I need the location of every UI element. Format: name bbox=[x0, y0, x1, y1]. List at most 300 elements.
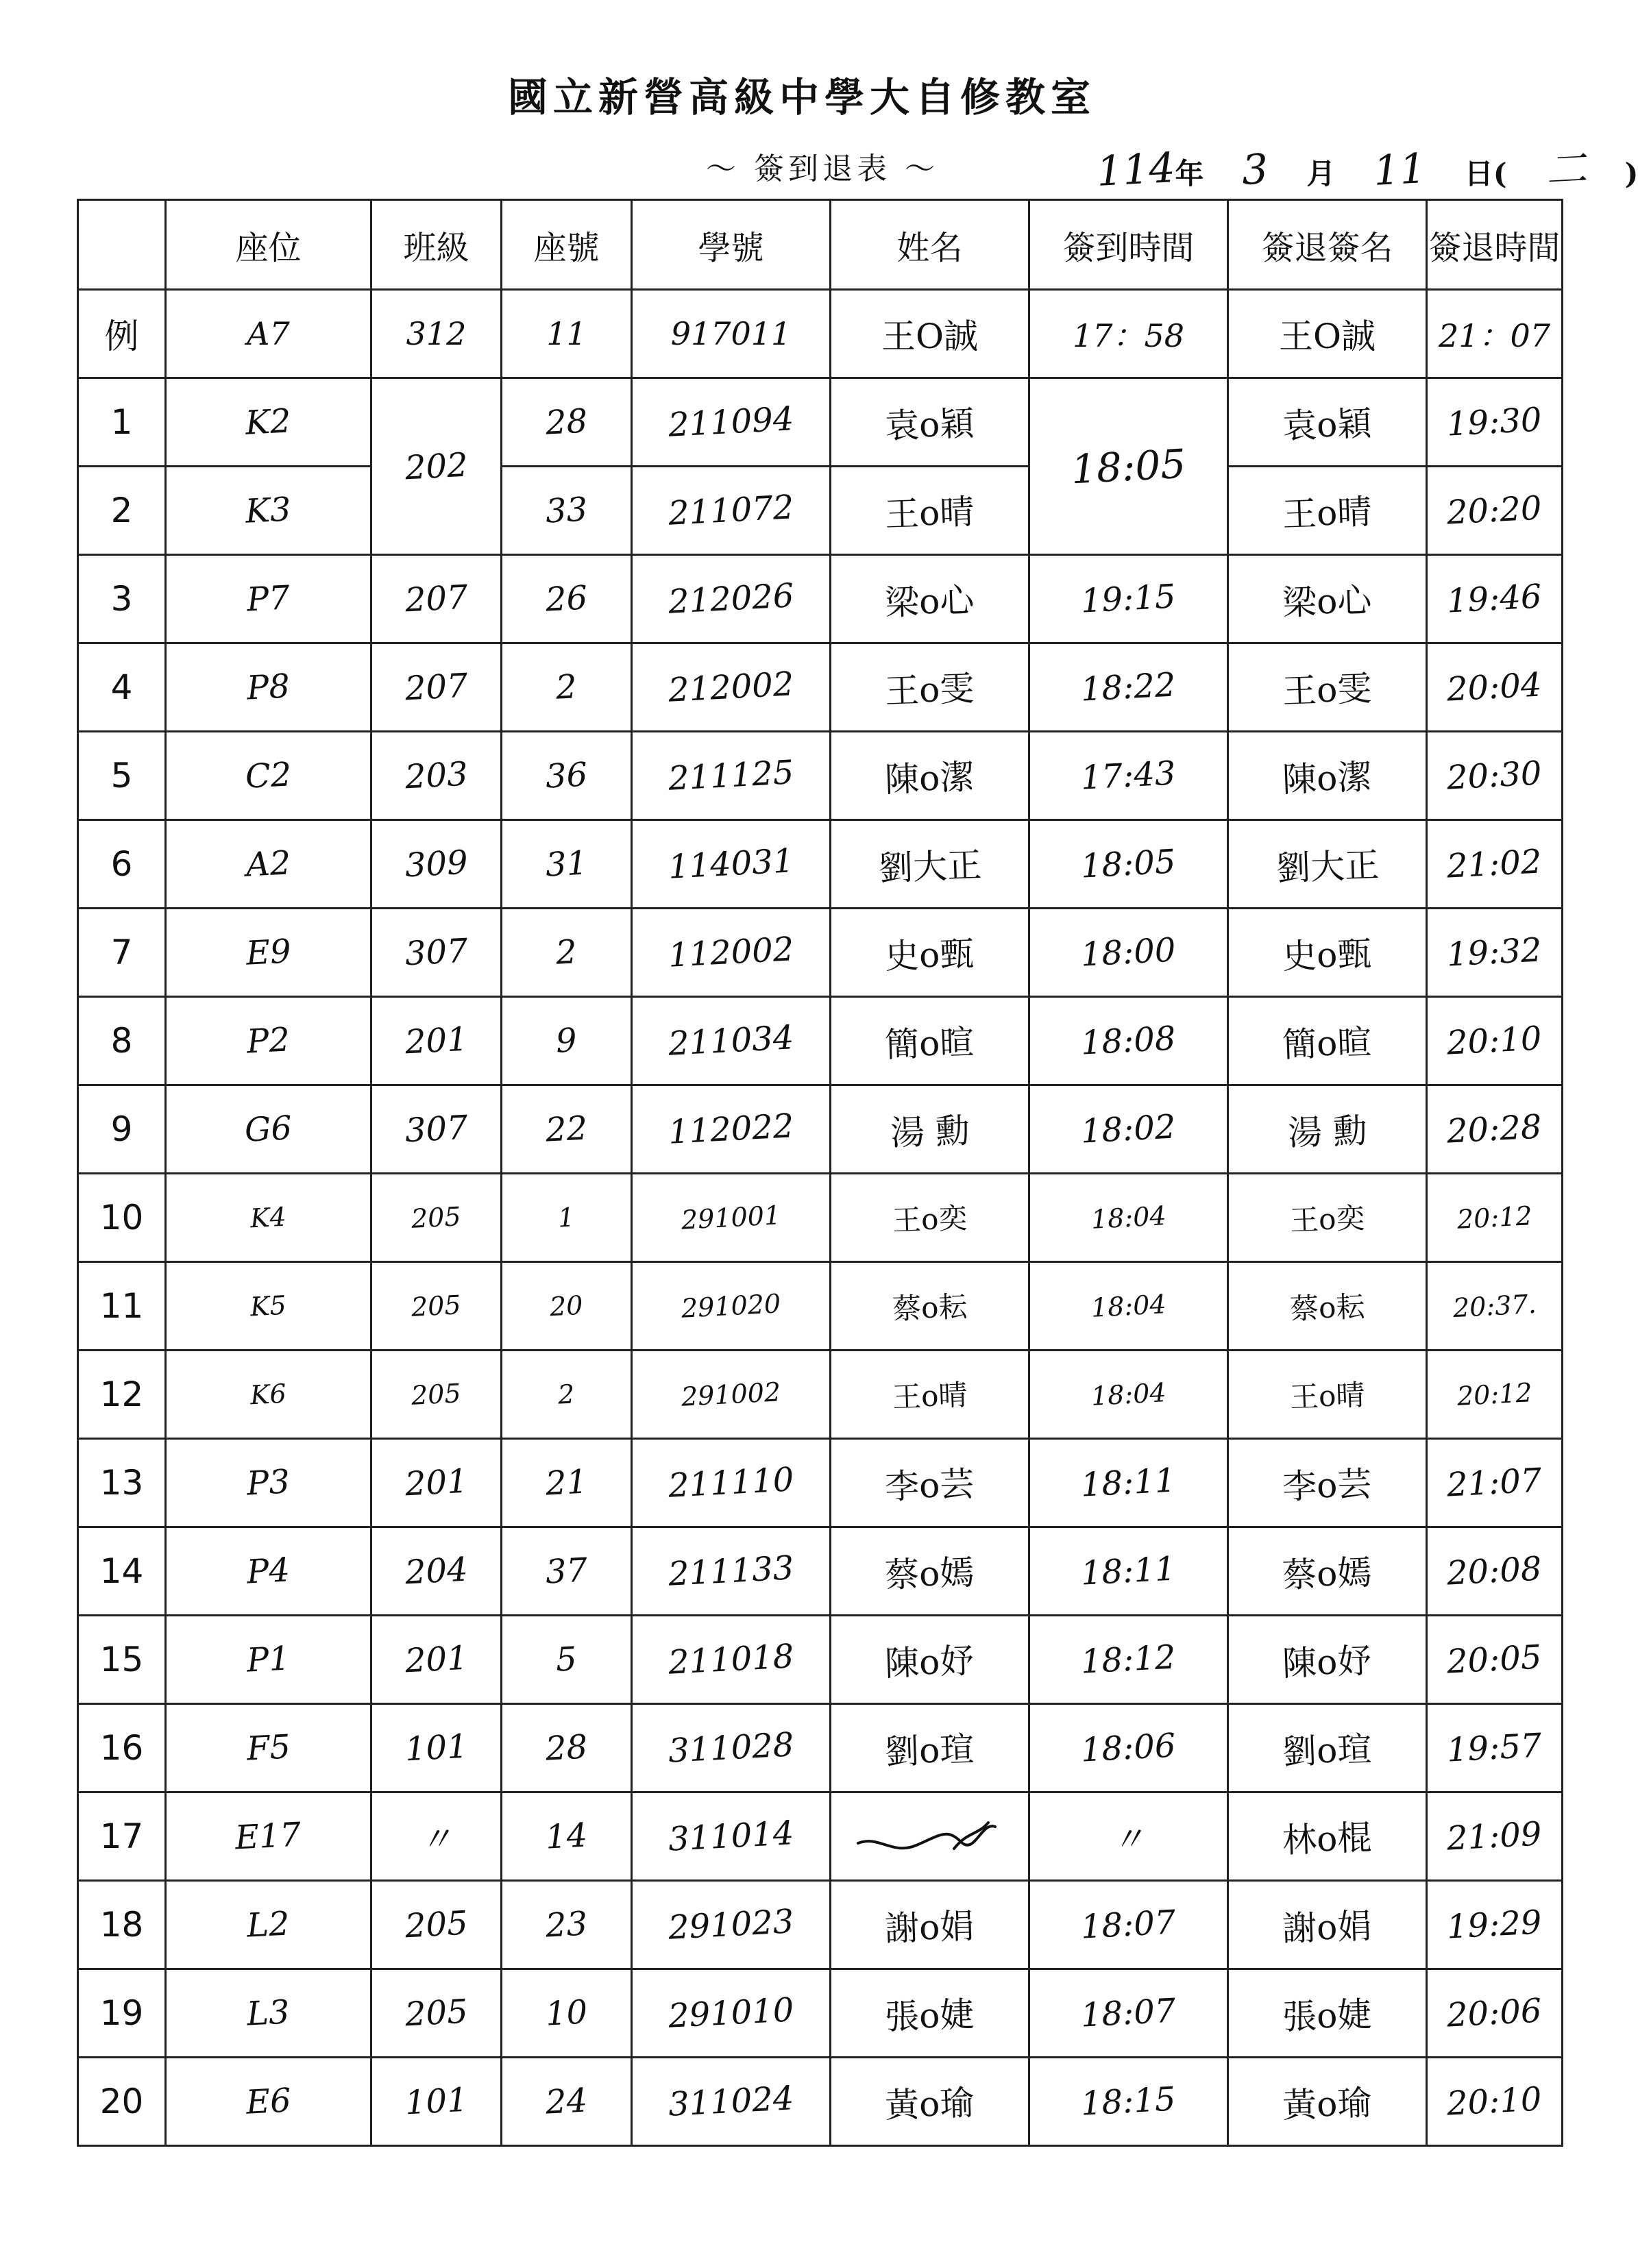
sign-out-time-cell bbox=[1427, 1439, 1563, 1527]
sign-out-signature-cell bbox=[1228, 1969, 1427, 2058]
name-cell-text: 張o婕 bbox=[884, 1994, 975, 2038]
seat-cell-text: P3 bbox=[245, 1462, 291, 1503]
date-year-unit: 年 bbox=[1175, 157, 1204, 190]
table-row bbox=[78, 820, 1563, 909]
class-cell bbox=[371, 643, 502, 732]
sign-out-time-cell bbox=[1427, 467, 1563, 555]
seat-no-cell bbox=[502, 2058, 632, 2146]
class-cell bbox=[371, 2058, 502, 2146]
seat-cell-text: E6 bbox=[245, 2081, 292, 2122]
seat-no-cell-text: 9 bbox=[554, 1021, 578, 1061]
sign-out-signature-cell bbox=[1228, 909, 1427, 997]
col-header-seat-no: 座號 bbox=[502, 200, 632, 290]
row-number-text: 2 bbox=[110, 491, 133, 530]
row-number bbox=[78, 643, 166, 732]
class-cell bbox=[371, 378, 502, 555]
sign-in-time-cell bbox=[1029, 1351, 1228, 1439]
student-id-cell bbox=[632, 732, 831, 820]
sign-out-signature-cell-text: 王o晴 bbox=[1282, 491, 1373, 535]
sign-out-time-cell bbox=[1427, 732, 1563, 820]
sign-out-time-cell bbox=[1427, 1704, 1563, 1792]
sign-in-time-cell bbox=[1029, 1085, 1228, 1174]
seat-cell-text: K5 bbox=[249, 1290, 287, 1322]
seat-no-cell-text: 22 bbox=[544, 1109, 589, 1150]
seat-cell bbox=[166, 1969, 371, 2058]
sign-in-time-cell-text: 18:08 bbox=[1079, 1019, 1177, 1063]
sheet-date bbox=[1097, 137, 1638, 196]
name-cell-text: 陳o妤 bbox=[884, 1640, 975, 1684]
table-row bbox=[78, 378, 1563, 467]
seat-no-cell bbox=[502, 1085, 632, 1174]
sign-out-time-cell bbox=[1427, 1351, 1563, 1439]
sign-out-time-cell-text: 21:09 bbox=[1445, 1814, 1543, 1858]
seat-cell bbox=[166, 997, 371, 1085]
seat-cell-text: K2 bbox=[244, 402, 293, 443]
col-header-sign-out-signature: 簽退簽名 bbox=[1228, 200, 1427, 290]
student-id-cell bbox=[632, 1527, 831, 1616]
student-id-cell-text: 291010 bbox=[667, 1990, 795, 2036]
seat-no-cell-text: 24 bbox=[544, 2081, 589, 2122]
name-cell-text: 史o甄 bbox=[884, 933, 975, 977]
row-number bbox=[78, 909, 166, 997]
class-cell-text: 205 bbox=[404, 1992, 469, 2034]
class-cell-text: 101 bbox=[404, 1727, 469, 1769]
name-cell bbox=[831, 1704, 1029, 1792]
name-cell bbox=[831, 1439, 1029, 1527]
seat-no-cell-text: 2 bbox=[557, 1379, 576, 1410]
seat-cell bbox=[166, 378, 371, 467]
class-cell-text: 204 bbox=[404, 1550, 469, 1592]
example-label: 例 bbox=[78, 290, 166, 378]
sign-out-signature-cell-text: 蔡o嫣 bbox=[1282, 1552, 1373, 1596]
seat-cell bbox=[166, 1616, 371, 1704]
row-number-text: 18 bbox=[99, 1905, 144, 1945]
sign-out-signature-cell-text: 劉大正 bbox=[1275, 845, 1380, 889]
sign-out-signature-cell bbox=[1228, 1881, 1427, 1969]
row-number bbox=[78, 1085, 166, 1174]
student-id-cell-text: 211125 bbox=[667, 753, 795, 798]
sign-in-time-cell bbox=[1029, 1439, 1228, 1527]
seat-no-cell bbox=[502, 1969, 632, 2058]
seat-cell-text: F5 bbox=[245, 1727, 291, 1768]
row-number bbox=[78, 467, 166, 555]
sign-out-time-cell bbox=[1427, 378, 1563, 467]
name-cell bbox=[831, 1174, 1029, 1262]
seat-no-cell bbox=[502, 1881, 632, 1969]
sign-out-signature-cell-text: 劉o瑄 bbox=[1282, 1729, 1373, 1773]
seat-cell-text: P7 bbox=[245, 578, 291, 619]
class-cell-text: 〃 bbox=[419, 1819, 454, 1860]
name-cell bbox=[831, 1262, 1029, 1351]
student-id-cell bbox=[632, 1174, 831, 1262]
class-cell-text: 201 bbox=[404, 1462, 469, 1504]
sign-in-time-cell bbox=[1029, 1969, 1228, 2058]
seat-no-cell bbox=[502, 1792, 632, 1881]
student-id-cell-text: 291002 bbox=[680, 1377, 782, 1412]
name-cell-text: 梁o心 bbox=[884, 580, 975, 624]
col-header-index bbox=[78, 200, 166, 290]
row-number bbox=[78, 555, 166, 643]
student-id-cell-text: 211018 bbox=[667, 1637, 795, 1682]
row-number bbox=[78, 732, 166, 820]
table-row bbox=[78, 643, 1563, 732]
seat-cell bbox=[166, 1085, 371, 1174]
seat-cell bbox=[166, 467, 371, 555]
name-cell-text: 黃o瑜 bbox=[884, 2082, 975, 2126]
name-cell bbox=[831, 1792, 1029, 1881]
student-id-cell-text: 311024 bbox=[667, 2079, 795, 2124]
sign-out-signature-cell bbox=[1228, 1704, 1427, 1792]
student-id-cell bbox=[632, 1792, 831, 1881]
seat-cell-text: E9 bbox=[245, 932, 292, 973]
name-cell-text: 湯 勳 bbox=[889, 1110, 970, 1154]
name-cell bbox=[831, 378, 1029, 467]
sign-out-time-cell-text: 19:32 bbox=[1445, 930, 1543, 974]
name-cell-text: 劉o瑄 bbox=[884, 1729, 975, 1773]
sign-in-time-cell bbox=[1029, 1527, 1228, 1616]
sign-out-signature-cell-text: 張o婕 bbox=[1282, 1994, 1373, 2038]
seat-cell-text: P1 bbox=[245, 1639, 291, 1680]
name-cell-text: 王o晴 bbox=[884, 491, 975, 535]
sign-out-time-cell-text: 21:02 bbox=[1445, 842, 1543, 886]
sign-out-signature-cell bbox=[1228, 2058, 1427, 2146]
sign-out-time-cell bbox=[1427, 1527, 1563, 1616]
sign-in-time-cell bbox=[1029, 820, 1228, 909]
student-id-cell bbox=[632, 997, 831, 1085]
student-id-cell-text: 212026 bbox=[667, 576, 795, 621]
name-cell-text: 簡o暄 bbox=[884, 1022, 975, 1065]
table-row bbox=[78, 1439, 1563, 1527]
sign-out-time-cell-text: 19:46 bbox=[1445, 577, 1543, 621]
table-row bbox=[78, 1174, 1563, 1262]
sign-out-signature-cell-text: 王o奕 bbox=[1289, 1201, 1366, 1237]
date-weekday-open: ( bbox=[1493, 157, 1507, 190]
seat-cell bbox=[166, 1881, 371, 1969]
sign-out-signature-cell-text: 黃o瑜 bbox=[1282, 2082, 1373, 2126]
class-cell-text: 205 bbox=[411, 1290, 462, 1322]
student-id-cell-text: 291001 bbox=[680, 1200, 782, 1235]
sign-out-time-cell-text: 19:30 bbox=[1445, 400, 1543, 444]
student-id-cell bbox=[632, 1351, 831, 1439]
row-number bbox=[78, 997, 166, 1085]
seat-no-cell-text: 20 bbox=[549, 1290, 584, 1322]
student-id-cell bbox=[632, 1439, 831, 1527]
seat-no-cell bbox=[502, 1262, 632, 1351]
col-header-sign-out-time: 簽退時間 bbox=[1427, 200, 1563, 290]
example-seat-no: 11 bbox=[502, 290, 632, 378]
sign-out-time-cell-text: 19:57 bbox=[1445, 1726, 1543, 1770]
seat-no-cell-text: 21 bbox=[544, 1462, 589, 1503]
name-cell bbox=[831, 1969, 1029, 2058]
row-number bbox=[78, 2058, 166, 2146]
table-row bbox=[78, 1704, 1563, 1792]
sign-out-signature-cell bbox=[1228, 555, 1427, 643]
sign-out-signature-cell bbox=[1228, 1262, 1427, 1351]
seat-no-cell-text: 36 bbox=[544, 755, 589, 796]
seat-no-cell bbox=[502, 378, 632, 467]
seat-cell-text: E17 bbox=[234, 1815, 302, 1858]
student-id-cell-text: 211133 bbox=[667, 1549, 795, 1594]
example-class: 312 bbox=[371, 290, 502, 378]
seat-cell bbox=[166, 1351, 371, 1439]
class-cell-text: 202 bbox=[404, 445, 469, 487]
seat-no-cell bbox=[502, 1704, 632, 1792]
seat-cell-text: P4 bbox=[245, 1551, 291, 1592]
seat-cell bbox=[166, 643, 371, 732]
seat-no-cell-text: 28 bbox=[544, 1727, 589, 1768]
seat-cell-text: A2 bbox=[245, 843, 292, 885]
row-number-text: 20 bbox=[99, 2082, 144, 2121]
seat-cell bbox=[166, 909, 371, 997]
student-id-cell bbox=[632, 643, 831, 732]
seat-cell bbox=[166, 1174, 371, 1262]
seat-no-cell-text: 2 bbox=[554, 667, 578, 707]
name-cell-text: 蔡o耘 bbox=[892, 1290, 968, 1326]
seat-cell-text: G6 bbox=[243, 1109, 293, 1150]
sign-out-signature-cell bbox=[1228, 1792, 1427, 1881]
sign-in-time-cell bbox=[1029, 909, 1228, 997]
seat-cell-text: K4 bbox=[249, 1201, 287, 1234]
row-number-text: 6 bbox=[110, 844, 133, 884]
row-number-text: 1 bbox=[110, 402, 133, 442]
row-number-text: 16 bbox=[99, 1728, 144, 1768]
class-cell-text: 205 bbox=[411, 1378, 462, 1411]
sign-out-signature-cell bbox=[1228, 997, 1427, 1085]
date-month-value: 3 bbox=[1240, 145, 1270, 195]
class-cell-text: 205 bbox=[404, 1903, 469, 1946]
table-row bbox=[78, 1792, 1563, 1881]
seat-no-cell bbox=[502, 1439, 632, 1527]
seat-no-cell bbox=[502, 997, 632, 1085]
sign-out-time-cell-text: 20:28 bbox=[1445, 1107, 1543, 1151]
example-student-id: 917011 bbox=[632, 290, 831, 378]
sign-out-signature-cell-text: 湯 勳 bbox=[1286, 1110, 1368, 1154]
student-id-cell bbox=[632, 378, 831, 467]
row-number-text: 10 bbox=[99, 1198, 144, 1237]
example-name: 王O誠 bbox=[831, 290, 1029, 378]
sign-out-signature-cell-text: 王o晴 bbox=[1289, 1378, 1366, 1414]
sign-in-time-cell-text: 18:07 bbox=[1079, 1991, 1177, 2035]
sign-out-time-cell-text: 20:10 bbox=[1445, 2080, 1543, 2123]
table-row bbox=[78, 732, 1563, 820]
seat-no-cell-text: 26 bbox=[544, 578, 589, 619]
date-weekday-value: 二 bbox=[1544, 145, 1588, 195]
sign-out-signature-cell bbox=[1228, 1085, 1427, 1174]
class-cell-text: 207 bbox=[404, 666, 469, 708]
student-id-cell-text: 212002 bbox=[667, 665, 795, 710]
sign-out-signature-cell bbox=[1228, 1351, 1427, 1439]
sign-in-time-cell-text: 18:05 bbox=[1070, 440, 1187, 493]
name-cell-text: 劉大正 bbox=[877, 845, 982, 889]
row-number-text: 3 bbox=[110, 579, 133, 619]
seat-no-cell-text: 31 bbox=[544, 843, 589, 885]
sign-out-time-cell bbox=[1427, 997, 1563, 1085]
sign-out-signature-cell-text: 林o棍 bbox=[1282, 1817, 1373, 1861]
row-number bbox=[78, 1704, 166, 1792]
seat-cell-text: K3 bbox=[244, 490, 293, 531]
sign-out-time-cell bbox=[1427, 909, 1563, 997]
row-number-text: 13 bbox=[99, 1463, 144, 1503]
row-number bbox=[78, 1439, 166, 1527]
seat-no-cell-text: 5 bbox=[554, 1640, 578, 1679]
student-id-cell bbox=[632, 2058, 831, 2146]
sign-out-time-cell-text: 20:10 bbox=[1445, 1019, 1543, 1063]
sign-out-signature-cell bbox=[1228, 467, 1427, 555]
student-id-cell bbox=[632, 1616, 831, 1704]
seat-no-cell bbox=[502, 1616, 632, 1704]
name-cell bbox=[831, 1085, 1029, 1174]
sign-out-signature-cell bbox=[1228, 1527, 1427, 1616]
sign-in-time-cell bbox=[1029, 643, 1228, 732]
col-header-name: 姓名 bbox=[831, 200, 1029, 290]
row-number-text: 4 bbox=[110, 667, 133, 707]
table-row bbox=[78, 1351, 1563, 1439]
sign-in-time-cell bbox=[1029, 2058, 1228, 2146]
example-seat: A7 bbox=[166, 290, 371, 378]
sign-out-time-cell bbox=[1427, 820, 1563, 909]
name-cell-text: 謝o娟 bbox=[884, 1906, 975, 1949]
seat-no-cell bbox=[502, 467, 632, 555]
sign-out-signature-cell bbox=[1228, 1616, 1427, 1704]
name-cell-text: 蔡o嫣 bbox=[884, 1552, 975, 1596]
name-cell bbox=[831, 643, 1029, 732]
class-cell-text: 307 bbox=[404, 1108, 469, 1150]
student-id-cell-text: 211110 bbox=[667, 1460, 795, 1505]
sign-out-signature-cell bbox=[1228, 732, 1427, 820]
row-number bbox=[78, 378, 166, 467]
date-day-value: 11 bbox=[1372, 145, 1428, 195]
name-cell bbox=[831, 909, 1029, 997]
sign-in-time-cell-text: 18:04 bbox=[1090, 1377, 1167, 1412]
sign-out-time-cell bbox=[1427, 555, 1563, 643]
table-row bbox=[78, 1262, 1563, 1351]
student-id-cell bbox=[632, 1704, 831, 1792]
example-sign-in: 17：58 bbox=[1029, 290, 1228, 378]
class-cell-text: 201 bbox=[404, 1638, 469, 1681]
date-weekday-close: ) bbox=[1624, 157, 1638, 190]
sign-in-time-cell bbox=[1029, 1262, 1228, 1351]
name-cell-text: 王o晴 bbox=[892, 1378, 968, 1414]
sign-out-time-cell bbox=[1427, 2058, 1563, 2146]
student-id-cell bbox=[632, 467, 831, 555]
example-sign-out-name: 王O誠 bbox=[1228, 290, 1427, 378]
name-cell bbox=[831, 1881, 1029, 1969]
col-header-class: 班級 bbox=[371, 200, 502, 290]
table-row bbox=[78, 997, 1563, 1085]
sign-out-signature-cell bbox=[1228, 820, 1427, 909]
seat-no-cell-text: 10 bbox=[544, 1993, 589, 2034]
sign-out-time-cell bbox=[1427, 1969, 1563, 2058]
table-row bbox=[78, 1616, 1563, 1704]
seat-no-cell-text: 28 bbox=[544, 402, 589, 443]
class-cell-text: 101 bbox=[404, 2080, 469, 2123]
sign-out-time-cell-text: 20:05 bbox=[1445, 1638, 1543, 1681]
date-month-unit: 月 bbox=[1306, 157, 1336, 190]
table-row bbox=[78, 1085, 1563, 1174]
table-row bbox=[78, 555, 1563, 643]
class-cell bbox=[371, 555, 502, 643]
sign-in-time-cell-text: 18:04 bbox=[1090, 1289, 1167, 1323]
row-number-text: 9 bbox=[110, 1109, 133, 1149]
class-cell bbox=[371, 1527, 502, 1616]
class-cell bbox=[371, 820, 502, 909]
name-cell bbox=[831, 467, 1029, 555]
student-id-cell-text: 114031 bbox=[667, 841, 795, 887]
sign-in-time-cell-text: 18:05 bbox=[1079, 842, 1177, 886]
sign-out-time-cell bbox=[1427, 1085, 1563, 1174]
name-cell-text: 王o雯 bbox=[884, 668, 975, 712]
student-id-cell-text: 112022 bbox=[667, 1107, 795, 1152]
seat-no-cell-text: 33 bbox=[544, 490, 589, 531]
row-number-text: 12 bbox=[99, 1375, 144, 1414]
sign-in-out-table bbox=[77, 199, 1563, 2147]
sign-out-signature-cell bbox=[1228, 1174, 1427, 1262]
class-cell bbox=[371, 1085, 502, 1174]
sign-out-signature-cell-text: 蔡o耘 bbox=[1289, 1290, 1366, 1326]
sign-in-time-cell bbox=[1029, 1616, 1228, 1704]
row-number-text: 14 bbox=[99, 1551, 144, 1591]
class-cell-text: 201 bbox=[404, 1020, 469, 1062]
class-cell-text: 309 bbox=[404, 843, 469, 885]
date-day-unit: 日 bbox=[1464, 157, 1493, 190]
student-id-cell bbox=[632, 909, 831, 997]
sign-in-time-cell-text: 18:12 bbox=[1079, 1638, 1177, 1681]
class-cell bbox=[371, 1262, 502, 1351]
name-cell-text: 王o奕 bbox=[892, 1201, 968, 1237]
student-id-cell-text: 311014 bbox=[667, 1814, 795, 1859]
table-row bbox=[78, 1881, 1563, 1969]
name-cell-text: 李o芸 bbox=[884, 1464, 975, 1507]
row-number-text: 5 bbox=[110, 756, 133, 796]
seat-no-cell-text: 23 bbox=[544, 1904, 589, 1945]
seat-cell-text: P8 bbox=[245, 667, 291, 708]
row-number bbox=[78, 1262, 166, 1351]
name-cell bbox=[831, 2058, 1029, 2146]
sign-in-time-cell-text: 19:15 bbox=[1079, 577, 1177, 621]
student-id-cell-text: 211072 bbox=[667, 488, 795, 533]
table-row bbox=[78, 1969, 1563, 2058]
class-cell bbox=[371, 732, 502, 820]
sign-out-time-cell-text: 19:29 bbox=[1445, 1903, 1543, 1947]
seat-cell-text: K6 bbox=[249, 1378, 287, 1411]
sign-in-time-cell bbox=[1029, 378, 1228, 555]
name-cell bbox=[831, 555, 1029, 643]
name-cell bbox=[831, 997, 1029, 1085]
col-header-seat: 座位 bbox=[166, 200, 371, 290]
header-row bbox=[78, 200, 1563, 290]
seat-cell bbox=[166, 1792, 371, 1881]
seat-cell bbox=[166, 732, 371, 820]
sign-in-time-cell bbox=[1029, 997, 1228, 1085]
seat-no-cell-text: 2 bbox=[554, 933, 578, 972]
row-number-text: 15 bbox=[99, 1640, 144, 1679]
example-row bbox=[78, 290, 1563, 378]
sign-in-time-cell-text: 18:22 bbox=[1079, 665, 1177, 709]
sign-out-time-cell bbox=[1427, 1881, 1563, 1969]
sign-out-time-cell-text: 20:12 bbox=[1456, 1200, 1533, 1235]
row-number bbox=[78, 1969, 166, 2058]
row-number-text: 19 bbox=[99, 1993, 144, 2033]
seat-no-cell bbox=[502, 643, 632, 732]
name-cell-text: 陳o潔 bbox=[884, 756, 975, 800]
seat-cell-text: L3 bbox=[245, 1993, 291, 2034]
sign-out-time-cell bbox=[1427, 1262, 1563, 1351]
class-cell bbox=[371, 1881, 502, 1969]
seat-no-cell bbox=[502, 1527, 632, 1616]
class-cell bbox=[371, 1969, 502, 2058]
row-number bbox=[78, 820, 166, 909]
class-cell-text: 203 bbox=[404, 754, 469, 797]
